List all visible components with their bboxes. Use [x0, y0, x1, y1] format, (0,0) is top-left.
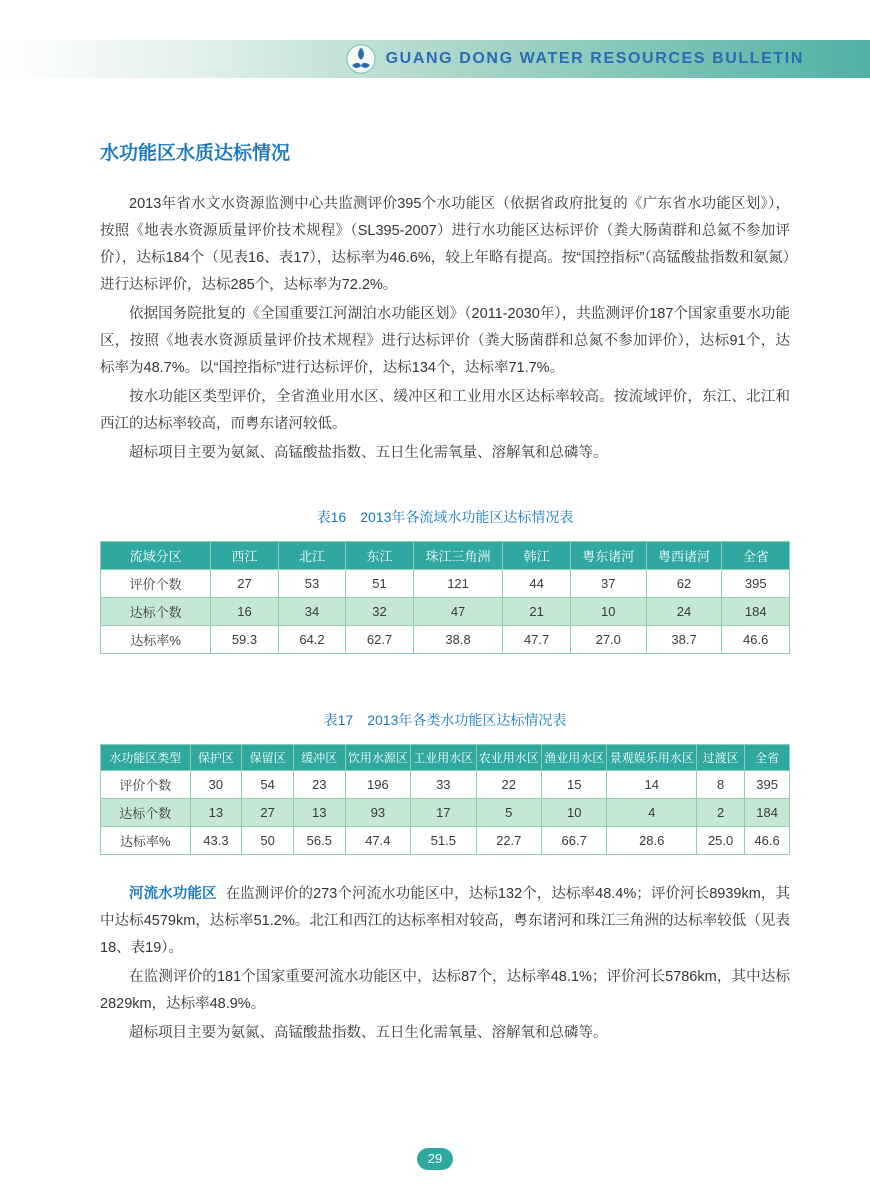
- table-row: [101, 625, 790, 653]
- column-header: 粤西诸河: [646, 541, 722, 569]
- header-bar: [0, 40, 870, 78]
- bulletin-logo-icon: [346, 44, 376, 74]
- cell-value: 43.3: [190, 826, 242, 854]
- paragraph-national-river-zones: 在监测评价的181个国家重要河流水功能区中，达标87个，达标率48.1%；评价河长5786km，其中达标2829km，达标率48.9%。: [100, 968, 790, 1012]
- cell-value: 30: [190, 770, 242, 798]
- cell-value: 8: [697, 770, 745, 798]
- cell-value: 4: [607, 798, 697, 826]
- cell-value: 32: [346, 597, 414, 625]
- table-row: [101, 569, 790, 597]
- cell-value: 47.4: [345, 826, 410, 854]
- cell-value: 46.6: [722, 625, 790, 653]
- river-zone-text: 在监测评价的273个河流水功能区中，达标132个，达标率48.4%；评价河长8939km，其中达标4579km，达标率51.2%。北江和西江的达标率相对较高，粤东诸河和珠江三角洲的达标率较低（见表18、表19）。: [100, 885, 790, 956]
- row-label: 评价个数: [101, 770, 191, 798]
- cell-value: 24: [646, 597, 722, 625]
- river-zone-heading: 河流水功能区: [129, 885, 217, 902]
- table16-basin-compliance: [100, 541, 790, 654]
- cell-value: 66.7: [541, 826, 606, 854]
- column-header: 保留区: [242, 744, 294, 770]
- row-label: 达标率%: [101, 826, 191, 854]
- table17-caption: 表17 2013年各类水功能区达标情况表: [323, 711, 567, 728]
- column-header: 农业用水区: [476, 744, 541, 770]
- cell-value: 2: [697, 798, 745, 826]
- cell-value: 56.5: [293, 826, 345, 854]
- cell-value: 5: [476, 798, 541, 826]
- column-header: 全省: [722, 541, 790, 569]
- table-row: [101, 770, 790, 798]
- table-header-row: [101, 744, 790, 770]
- row-label: 评价个数: [101, 569, 211, 597]
- cell-value: 51.5: [411, 826, 476, 854]
- column-header: 粤东诸河: [570, 541, 646, 569]
- cell-value: 93: [345, 798, 410, 826]
- column-header: 全省: [745, 744, 790, 770]
- column-header: 珠江三角洲: [413, 541, 503, 569]
- paragraph-river-zones: [100, 881, 790, 962]
- cell-value: 184: [722, 597, 790, 625]
- cell-value: 62: [646, 569, 722, 597]
- cell-value: 196: [345, 770, 410, 798]
- cell-value: 16: [211, 597, 279, 625]
- paragraph-overview: 2013年省水文水资源监测中心共监测评价395个水功能区（依据省政府批复的《广东省水功能区划》），按照《地表水资源质量评价技术规程》（SL395-2007）进行水功能区达标评价（粪大肠菌群和总氮不参加评价），达标184个（见表16、表17），达标率为46.6%，较上年略有提高。按“国控指标”（高锰酸盐指数和氨氮）进行达标评价，达标285个，达标率为72.2%。: [100, 196, 790, 293]
- cell-value: 13: [293, 798, 345, 826]
- column-header: 西江: [211, 541, 279, 569]
- cell-value: 121: [413, 569, 503, 597]
- column-header: 渔业用水区: [541, 744, 606, 770]
- column-header: 流域分区: [101, 541, 211, 569]
- column-header: 饮用水源区: [345, 744, 410, 770]
- cell-value: 395: [722, 569, 790, 597]
- cell-value: 54: [242, 770, 294, 798]
- cell-value: 13: [190, 798, 242, 826]
- cell-value: 28.6: [607, 826, 697, 854]
- cell-value: 15: [541, 770, 606, 798]
- cell-value: 62.7: [346, 625, 414, 653]
- header-brand: [346, 44, 804, 74]
- table17-zone-type-compliance: [100, 744, 790, 855]
- cell-value: 46.6: [745, 826, 790, 854]
- row-label: 达标个数: [101, 597, 211, 625]
- section-title: 水功能区水质达标情况: [100, 143, 291, 164]
- cell-value: 50: [242, 826, 294, 854]
- cell-value: 10: [570, 597, 646, 625]
- paragraph-national-zones: 依据国务院批复的《全国重要江河湖泊水功能区划》（2011-2030年），共监测评价187个国家重要水功能区，按照《地表水资源质量评价技术规程》进行达标评价（粪大肠菌群和总氮不参加评价），达标91个，达标率为48.7%。以“国控指标”进行达标评价，达标134个，达标率71.7%。: [100, 305, 790, 376]
- cell-value: 47.7: [503, 625, 571, 653]
- column-header: 韩江: [503, 541, 571, 569]
- page-number-badge: 29: [417, 1148, 453, 1170]
- cell-value: 38.8: [413, 625, 503, 653]
- column-header: 保护区: [190, 744, 242, 770]
- cell-value: 38.7: [646, 625, 722, 653]
- cell-value: 184: [745, 798, 790, 826]
- cell-value: 22.7: [476, 826, 541, 854]
- column-header: 东江: [346, 541, 414, 569]
- table-row: [101, 826, 790, 854]
- page-content: [0, 138, 870, 1047]
- paragraph-exceeding-items: 超标项目主要为氨氮、高锰酸盐指数、五日生化需氧量、溶解氧和总磷等。: [129, 444, 608, 461]
- table16-caption: 表16 2013年各流域水功能区达标情况表: [316, 508, 574, 525]
- cell-value: 27.0: [570, 625, 646, 653]
- cell-value: 17: [411, 798, 476, 826]
- cell-value: 21: [503, 597, 571, 625]
- column-header: 景观娱乐用水区: [607, 744, 697, 770]
- column-header: 北江: [278, 541, 346, 569]
- row-label: 达标个数: [101, 798, 191, 826]
- cell-value: 51: [346, 569, 414, 597]
- cell-value: 44: [503, 569, 571, 597]
- cell-value: 59.3: [211, 625, 279, 653]
- cell-value: 10: [541, 798, 606, 826]
- cell-value: 37: [570, 569, 646, 597]
- column-header: 水功能区类型: [101, 744, 191, 770]
- cell-value: 64.2: [278, 625, 346, 653]
- cell-value: 27: [242, 798, 294, 826]
- cell-value: 395: [745, 770, 790, 798]
- cell-value: 14: [607, 770, 697, 798]
- column-header: 过渡区: [697, 744, 745, 770]
- table-header-row: [101, 541, 790, 569]
- cell-value: 47: [413, 597, 503, 625]
- column-header: 工业用水区: [411, 744, 476, 770]
- cell-value: 53: [278, 569, 346, 597]
- cell-value: 27: [211, 569, 279, 597]
- table-row: [101, 597, 790, 625]
- cell-value: 25.0: [697, 826, 745, 854]
- paragraph-river-exceeding-items: 超标项目主要为氨氮、高锰酸盐指数、五日生化需氧量、溶解氧和总磷等。: [129, 1024, 608, 1041]
- table-row: [101, 798, 790, 826]
- row-label: 达标率%: [101, 625, 211, 653]
- cell-value: 34: [278, 597, 346, 625]
- bulletin-title: GUANG DONG WATER RESOURCES BULLETIN: [385, 50, 804, 67]
- column-header: 缓冲区: [293, 744, 345, 770]
- cell-value: 33: [411, 770, 476, 798]
- cell-value: 22: [476, 770, 541, 798]
- cell-value: 23: [293, 770, 345, 798]
- paragraph-by-type: 按水功能区类型评价，全省渔业用水区、缓冲区和工业用水区达标率较高。按流域评价，东江、北江和西江的达标率较高，而粤东诸河较低。: [100, 388, 790, 432]
